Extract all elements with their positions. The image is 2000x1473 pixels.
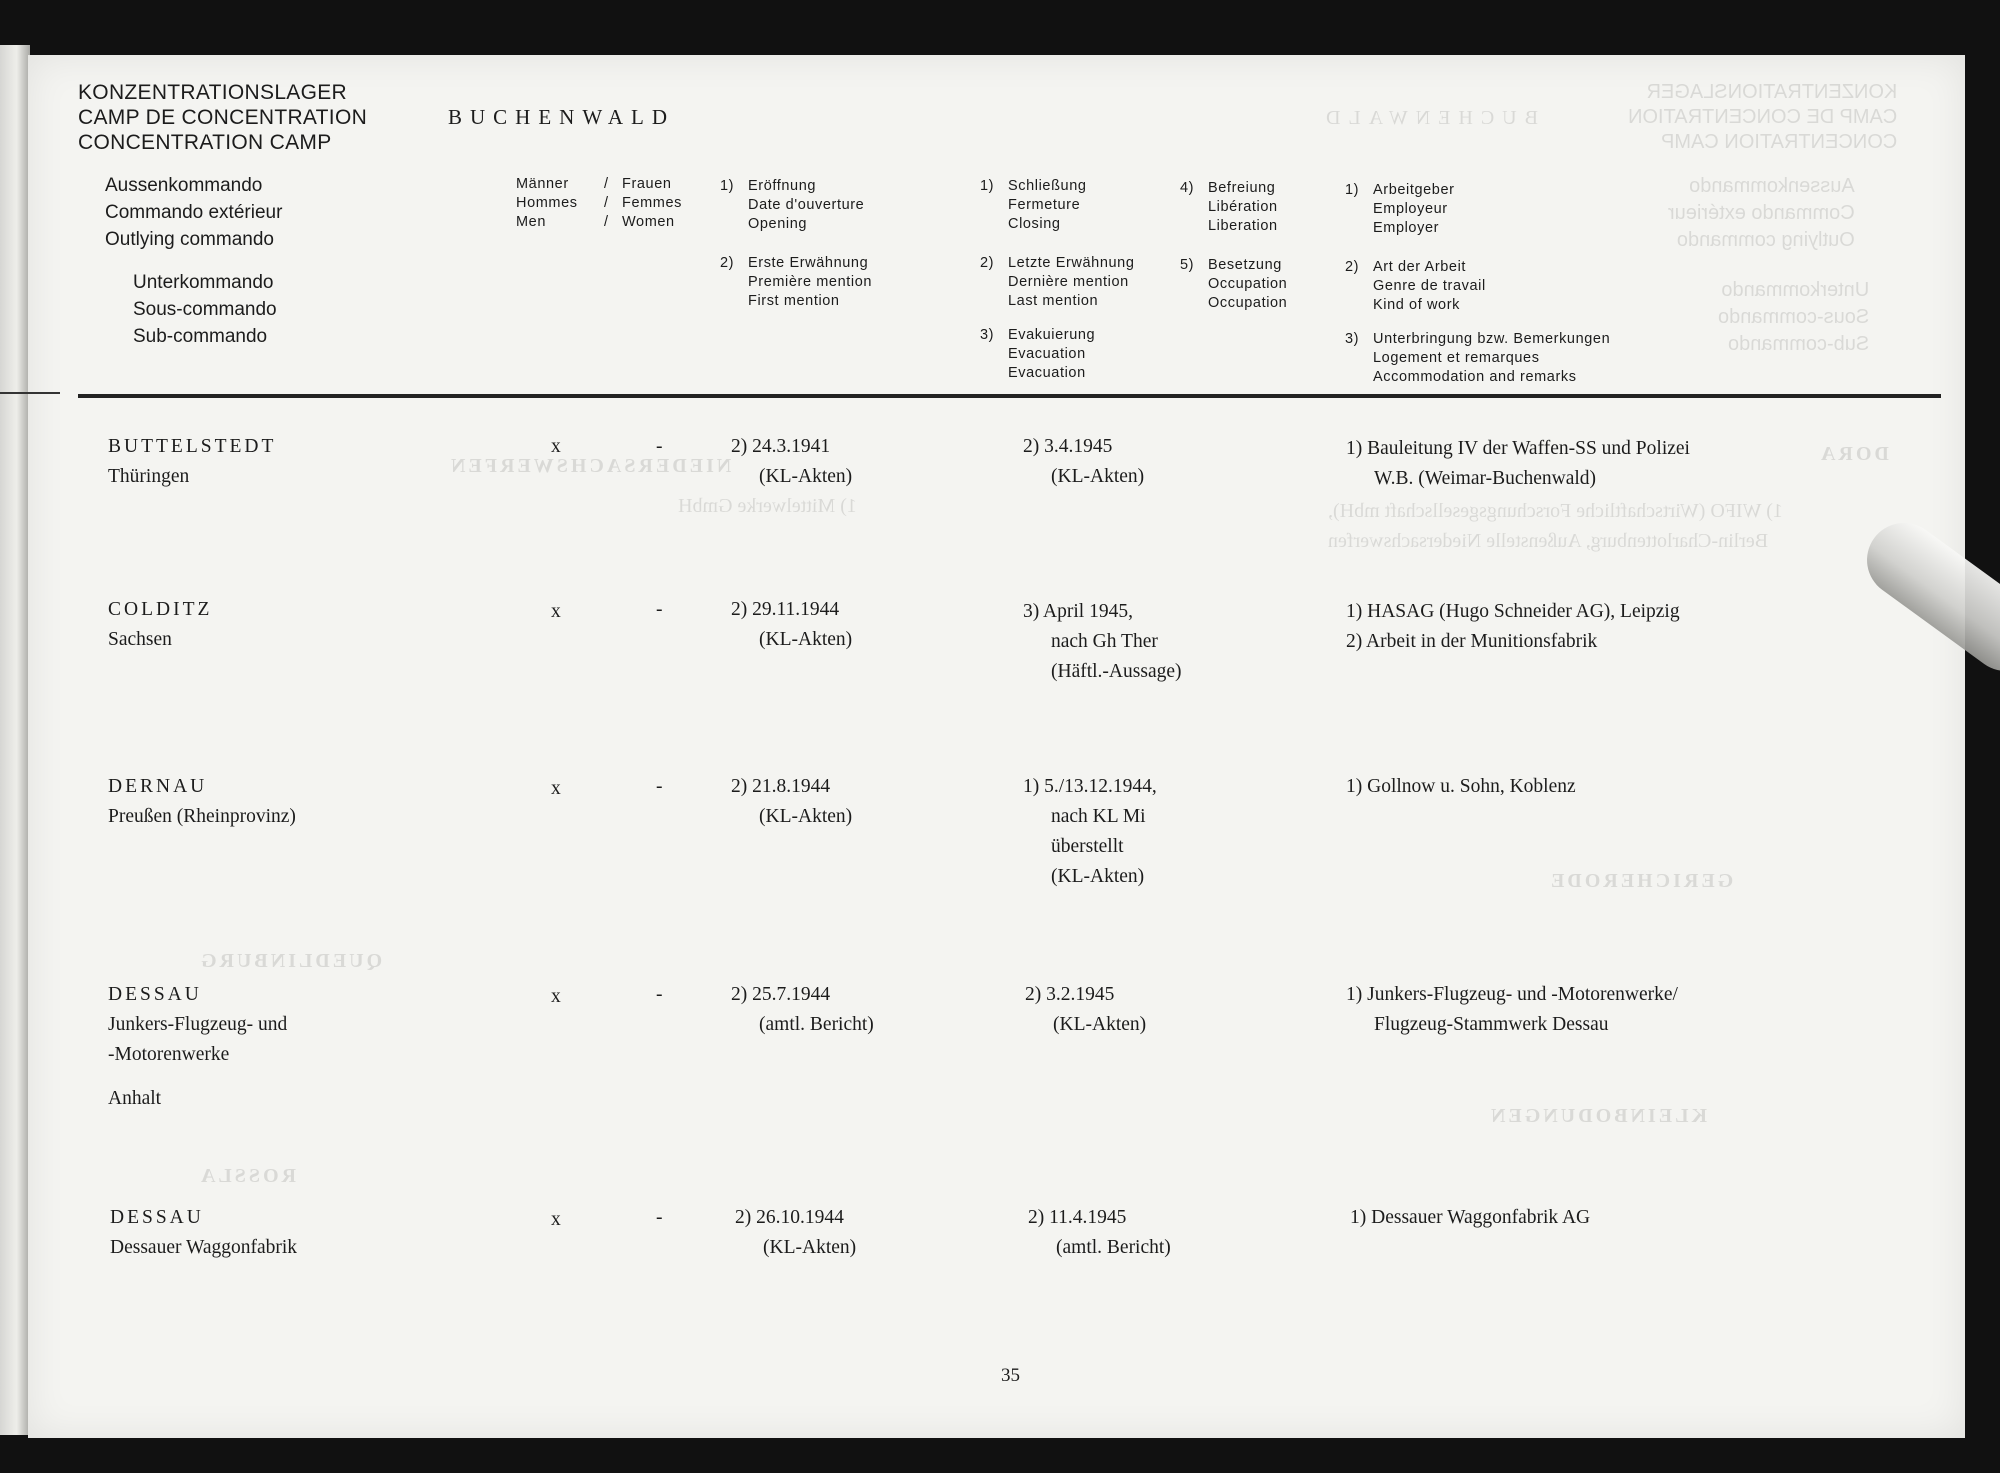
entry-opening-source: (KL-Akten) [759,629,853,650]
employer-header [1345,181,1455,238]
entry-name-block [108,432,276,492]
outlying-german: Aussenkommando [105,175,263,196]
opening-fr: Date d'ouverture [748,197,865,213]
entry-place-name: DESSAU [110,1207,204,1228]
entry-employer: 1) Junkers-Flugzeug- und -Motorenwerke/ [1346,984,1678,1005]
show-through-body3: 1) Mittelwerke GmbH [678,495,857,517]
book-spine [0,45,30,1435]
remarks-num: 3) [1345,331,1360,347]
sep-de: / [604,176,609,192]
document-page [28,55,1965,1438]
entry-closing-destination: nach Gh Ther [1051,631,1158,652]
entry-subtitle: Dessauer Waggonfabrik [110,1237,298,1258]
entry-closing-date: 2) 3.2.1945 [1025,984,1115,1005]
entry-women-mark: - [656,984,663,1005]
show-through-body2: Berlin-Charlottenburg, Außenstelle Niedersachswerfen [1328,530,1769,552]
sep-fr: / [604,195,609,211]
women-en: Women [622,214,675,230]
entry-opening-source: (KL-Akten) [759,806,853,827]
entry-closing [1023,432,1144,492]
entry-region: Anhalt [108,1088,162,1109]
entry-closing-source: (KL-Akten) [1051,866,1145,887]
entry-opening-date: 2) 25.7.1944 [731,984,831,1005]
evacuation-fr: Evacuation [1008,346,1086,362]
show-through-rossla: ROSSLA [198,1165,297,1187]
entry-opening-source: (amtl. Bericht) [759,1014,874,1035]
outlying-english: Outlying commando [105,229,274,250]
kind-of-work-header [1345,258,1486,315]
entry-closing-date: 2) 3.4.1945 [1023,436,1113,457]
liberation-header [1180,179,1278,236]
remarks-en: Accommodation and remarks [1373,369,1577,385]
entry-kind-of-work: 2) Arbeit in der Munitionsfabrik [1346,631,1598,652]
entry-remarks [1346,980,1678,1040]
gender-women-header [622,175,682,232]
men-fr: Hommes [516,195,578,211]
spine-divider [0,392,60,394]
entry-employer: 1) Bauleitung IV der Waffen-SS und Polizei [1346,438,1690,459]
entry-place-name: COLDITZ [108,599,213,620]
entry-closing-destination: nach KL Mi [1051,806,1146,827]
entry-closing-source: (KL-Akten) [1053,1014,1147,1035]
women-de: Frauen [622,176,672,192]
entry-opening [731,980,874,1040]
entry-men-mark: x [551,601,561,622]
occupation-num: 5) [1180,257,1195,273]
entry-opening [735,1203,856,1263]
entry-remarks [1346,772,1576,802]
entry-women-mark: - [656,1207,663,1228]
entry-women-mark: - [656,599,663,620]
show-through-klein: KLEINBODUNGEN [1488,1105,1708,1127]
entry-closing [1025,980,1146,1040]
title-german: KONZENTRATIONSLAGER [78,81,348,104]
show-through-camp: BUCHENWALD [1318,107,1538,129]
entry-closing-date: 1) 5./13.12.1944, [1023,776,1157,797]
kind-of-work-fr: Genre de travail [1373,278,1486,294]
show-through-gerode: GERICHERODE [1548,870,1734,892]
first-mention-header [720,254,872,311]
show-through-title: KONZENTRATIONSLAGER CAMP DE CONCENTRATION CONCENTRATION CAMP [1628,81,1898,153]
occupation-de: Besetzung [1208,257,1282,273]
entry-men-mark: x [551,986,561,1007]
entry-place-name: DESSAU [108,984,202,1005]
remarks-header [1345,330,1610,387]
first-mention-fr: Première mention [748,274,873,290]
entry-name-block [108,980,287,1114]
entry-closing-source: (Häftl.-Aussage) [1051,661,1182,682]
entry-opening-date: 2) 24.3.1941 [731,436,831,457]
employer-fr: Employeur [1373,201,1448,217]
show-through-qued: QUEDLINBURG [198,950,383,972]
opening-num-1: 1) [720,178,735,194]
employer-num: 1) [1345,182,1360,198]
entry-region: Preußen (Rheinprovinz) [108,806,296,827]
entry-men-mark: x [551,436,561,457]
entry-closing-date: 3) April 1945, [1023,601,1133,622]
evacuation-en: Evacuation [1008,365,1086,381]
entry-name-block [108,595,212,655]
sub-commando-labels [133,269,277,350]
men-en: Men [516,214,547,230]
closing-header [980,177,1087,234]
entry-opening [731,772,852,832]
entry-women-mark: - [656,436,663,457]
gender-sep-header [604,175,609,232]
last-mention-num: 2) [980,255,995,271]
entry-place-name: BUTTELSTEDT [108,436,277,457]
entry-women-mark: - [656,776,663,797]
entry-region: Thüringen [108,466,190,487]
employer-en: Employer [1373,220,1440,236]
liberation-num: 4) [1180,180,1195,196]
opening-en: Opening [748,216,808,232]
outlying-commando-labels [105,172,282,253]
entry-remarks [1346,434,1690,494]
entry-name-block [110,1203,297,1263]
closing-en: Closing [1008,216,1061,232]
show-through-outlying: Aussenkommando Commando extérieur Outlying commando [1668,175,1855,251]
show-through-sub: Unterkommando Sous-commando Sub-commando [1718,279,1870,355]
entry-employer-cont: W.B. (Weimar-Buchenwald) [1374,468,1597,489]
first-mention-num: 2) [720,255,735,271]
kind-of-work-num: 2) [1345,259,1360,275]
entry-employer-cont: Flugzeug-Stammwerk Dessau [1374,1014,1609,1035]
title-french: CAMP DE CONCENTRATION [78,106,368,129]
entry-men-mark: x [551,1209,561,1230]
entry-name-block [108,772,296,832]
first-mention-en: First mention [748,293,840,309]
entry-closing [1023,597,1182,687]
kind-of-work-de: Art der Arbeit [1373,259,1467,275]
entry-place-name: DERNAU [108,776,208,797]
last-mention-de: Letzte Erwähnung [1008,255,1135,271]
closing-num-1: 1) [980,178,995,194]
sub-german: Unterkommando [133,272,274,293]
title-english: CONCENTRATION CAMP [78,131,332,154]
entry-opening-source: (KL-Akten) [763,1237,857,1258]
camp-name: BUCHENWALD [448,105,675,129]
entry-remarks [1346,597,1680,657]
occupation-fr: Occupation [1208,276,1288,292]
women-fr: Femmes [622,195,682,211]
show-through-dora: DORA [1818,443,1889,465]
entry-employer: 1) Dessauer Waggonfabrik AG [1350,1207,1591,1228]
first-mention-de: Erste Erwähnung [748,255,869,271]
opening-de: Eröffnung [748,178,817,194]
employer-de: Arbeitgeber [1373,182,1455,198]
liberation-de: Befreiung [1208,180,1276,196]
liberation-fr: Libération [1208,199,1278,215]
closing-de: Schließung [1008,178,1087,194]
entry-opening-date: 2) 29.11.1944 [731,599,840,620]
evacuation-header [980,326,1095,383]
evacuation-de: Evakuierung [1008,327,1096,343]
entry-employer: 1) HASAG (Hugo Schneider AG), Leipzig [1346,601,1680,622]
entry-closing [1028,1203,1171,1263]
header-divider [78,394,1941,398]
entry-subtitle: Junkers-Flugzeug- und [108,1014,288,1035]
liberation-en: Liberation [1208,218,1278,234]
page-number: 35 [1001,1365,1020,1386]
entry-men-mark: x [551,778,561,799]
entry-closing-date: 2) 11.4.1945 [1028,1207,1127,1228]
kind-of-work-en: Kind of work [1373,297,1460,313]
outlying-french: Commando extérieur [105,202,283,223]
opening-header [720,177,864,234]
entry-opening-source: (KL-Akten) [759,466,853,487]
gender-men-header [516,175,578,232]
occupation-header [1180,256,1287,313]
entry-opening-date: 2) 21.8.1944 [731,776,831,797]
entry-closing-note: überstellt [1051,836,1124,857]
closing-fr: Fermeture [1008,197,1081,213]
sub-french: Sous-commando [133,299,277,320]
sub-english: Sub-commando [133,326,268,347]
show-through-nieder: NIEDERSACHSWERFEN [448,455,732,477]
men-de: Männer [516,176,569,192]
evacuation-num: 3) [980,327,995,343]
sep-en: / [604,214,609,230]
entry-closing [1023,772,1157,892]
entry-employer: 1) Gollnow u. Sohn, Koblenz [1346,776,1576,797]
last-mention-en: Last mention [1008,293,1099,309]
entry-region: Sachsen [108,629,172,650]
entry-closing-source: (amtl. Bericht) [1056,1237,1171,1258]
entry-closing-source: (KL-Akten) [1051,466,1145,487]
entry-opening [731,595,852,655]
occupation-en: Occupation [1208,295,1288,311]
remarks-fr: Logement et remarques [1373,350,1540,366]
last-mention-fr: Dernière mention [1008,274,1129,290]
camp-type-titles [78,80,367,155]
entry-opening [731,432,852,492]
entry-subtitle-cont: -Motorenwerke [108,1044,230,1065]
show-through-body1: 1) WIFO (Wirtschaftliche Forschungsgesellschaft mbH), [1328,500,1783,522]
entry-remarks [1350,1203,1590,1233]
entry-opening-date: 2) 26.10.1944 [735,1207,844,1228]
last-mention-header [980,254,1135,311]
remarks-de: Unterbringung bzw. Bemerkungen [1373,331,1611,347]
